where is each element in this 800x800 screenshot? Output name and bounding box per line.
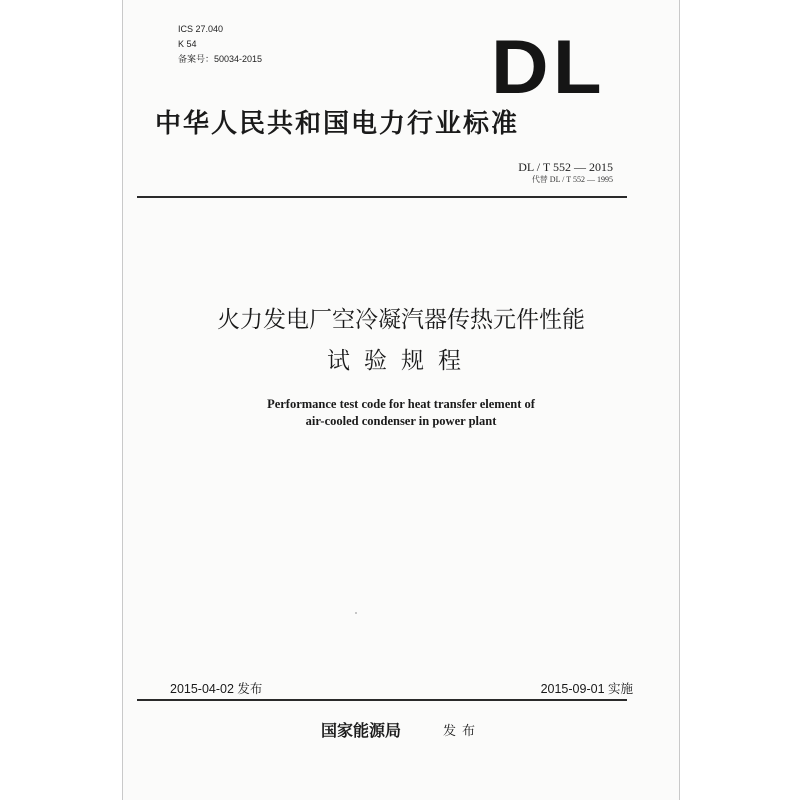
bottom-divider xyxy=(137,699,627,701)
standard-cover-page xyxy=(122,0,680,800)
document-title-en-line2: air-cooled condenser in power plant xyxy=(305,414,497,428)
issue-date: 2015-04-02 发布 xyxy=(170,682,263,696)
ics-code: ICS 27.040 xyxy=(178,24,224,34)
standard-number: DL / T 552 — 2015 xyxy=(518,160,613,174)
print-speck xyxy=(355,612,357,614)
classification-block xyxy=(178,22,262,67)
ccs-code: K 54 xyxy=(178,39,197,49)
document-title-en xyxy=(123,396,679,430)
top-divider xyxy=(137,196,627,198)
document-title-cn-line2: 试验规程 xyxy=(327,348,475,374)
effective-date: 2015-09-01 实施 xyxy=(540,682,633,696)
issuing-authority: 国家能源局 xyxy=(321,721,402,740)
standard-category-title: 中华人民共和国电力行业标准 xyxy=(155,109,520,139)
issuer-action-label: 发布 xyxy=(443,724,482,739)
document-title-en-line1: Performance test code for heat transfer element of xyxy=(267,397,535,411)
dl-logo: DL xyxy=(491,25,606,110)
record-number: 备案号：50034-2015 xyxy=(178,54,263,64)
document-title-cn-line1: 火力发电厂空冷凝汽器传热元件性能 xyxy=(217,307,585,333)
replaces-standard: 代替 DL / T 552 — 1995 xyxy=(531,175,613,184)
